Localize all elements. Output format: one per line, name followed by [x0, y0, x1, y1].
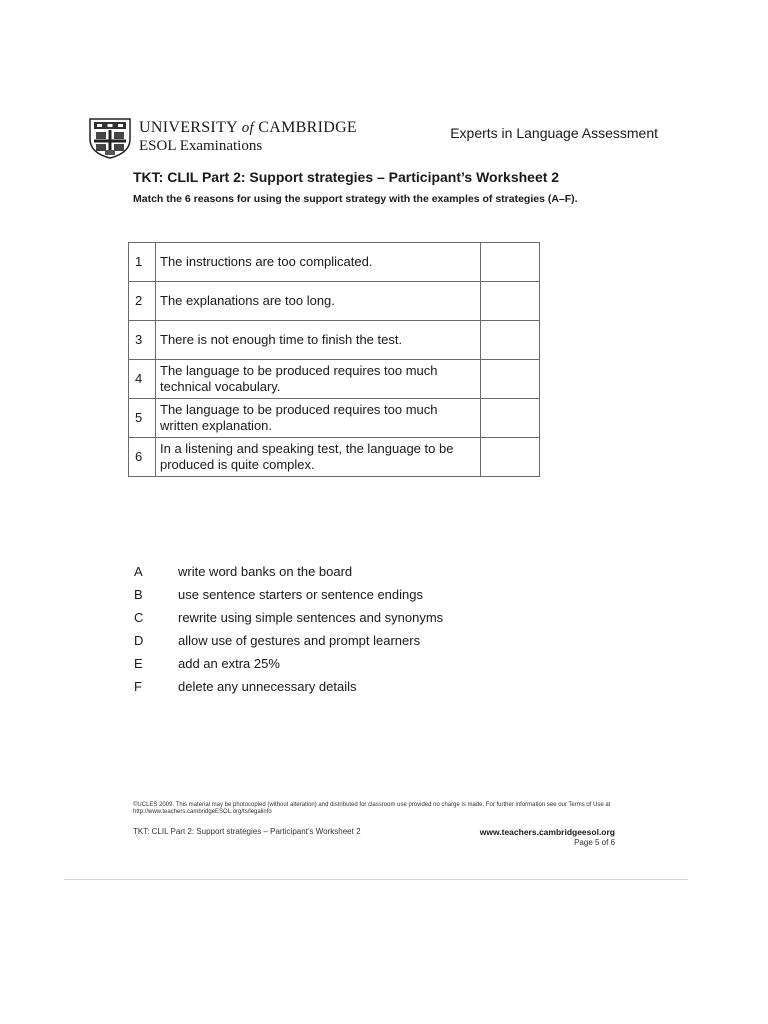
- reasons-table: [128, 242, 540, 477]
- strategy-letter: B: [134, 587, 143, 602]
- answer-cell[interactable]: [481, 243, 540, 282]
- list-item: [134, 587, 594, 607]
- list-item: [134, 656, 594, 676]
- university-name: UNIVERSITY of CAMBRIDGE: [139, 119, 357, 136]
- worksheet-instruction: Match the 6 reasons for using the support strategy with the examples of strategies (A–F).: [133, 193, 578, 205]
- table-row: [129, 438, 540, 477]
- copyright-notice: ©UCLES 2009. This material may be photocopied (without alteration) and distributed for classroom use provided no charge is made. For further information see our Terms of Use at http://www.teachers.cambridgeESOL.org/ts/legalinfo: [133, 802, 611, 815]
- strategy-letter: F: [134, 679, 142, 694]
- list-item: [134, 610, 594, 630]
- reason-number: 5: [129, 399, 156, 438]
- department-name: ESOL Examinations: [139, 138, 263, 154]
- strategy-letter: C: [134, 610, 144, 625]
- reason-number: 6: [129, 438, 156, 477]
- reason-text: The language to be produced requires too much technical vocabulary.: [156, 360, 481, 399]
- footer-website-link[interactable]: www.teachers.cambridgeesol.org: [479, 827, 615, 837]
- cambridge-crest-icon: [88, 117, 132, 159]
- reason-number: 1: [129, 243, 156, 282]
- reason-text: The explanations are too long.: [156, 282, 481, 321]
- table-row: [129, 360, 540, 399]
- tagline: Experts in Language Assessment: [450, 125, 658, 141]
- page-divider: [64, 879, 688, 880]
- strategy-letter: D: [134, 633, 144, 648]
- reason-text: The language to be produced requires too much written explanation.: [156, 399, 481, 438]
- list-item: [134, 633, 594, 653]
- answer-cell[interactable]: [481, 321, 540, 360]
- reason-number: 2: [129, 282, 156, 321]
- reason-number: 3: [129, 321, 156, 360]
- worksheet-title: TKT: CLIL Part 2: Support strategies – Participant’s Worksheet 2: [133, 169, 560, 185]
- strategy-text: add an extra 25%: [178, 656, 280, 671]
- reason-text: There is not enough time to finish the test.: [156, 321, 481, 360]
- strategy-text: allow use of gestures and prompt learners: [178, 633, 421, 648]
- page-header: [88, 117, 668, 161]
- list-item: [134, 564, 594, 584]
- table-row: [129, 399, 540, 438]
- strategy-text: use sentence starters or sentence endings: [178, 587, 423, 602]
- page-number: Page 5 of 6: [574, 838, 615, 847]
- table-row: [129, 282, 540, 321]
- strategy-letter: A: [134, 564, 143, 579]
- answer-cell[interactable]: [481, 399, 540, 438]
- list-item: [134, 679, 594, 699]
- answer-cell[interactable]: [481, 360, 540, 399]
- footer-document-name: TKT: CLIL Part 2: Support strategies – Participant’s Worksheet 2: [133, 827, 361, 836]
- strategy-text: rewrite using simple sentences and synonyms: [178, 610, 444, 625]
- table-row: [129, 243, 540, 282]
- answer-cell[interactable]: [481, 438, 540, 477]
- strategy-letter: E: [134, 656, 143, 671]
- strategy-text: delete any unnecessary details: [178, 679, 357, 694]
- reason-number: 4: [129, 360, 156, 399]
- reason-text: The instructions are too complicated.: [156, 243, 481, 282]
- answer-cell[interactable]: [481, 282, 540, 321]
- strategy-text: write word banks on the board: [178, 564, 353, 579]
- table-row: [129, 321, 540, 360]
- reason-text: In a listening and speaking test, the language to be produced is quite complex.: [156, 438, 481, 477]
